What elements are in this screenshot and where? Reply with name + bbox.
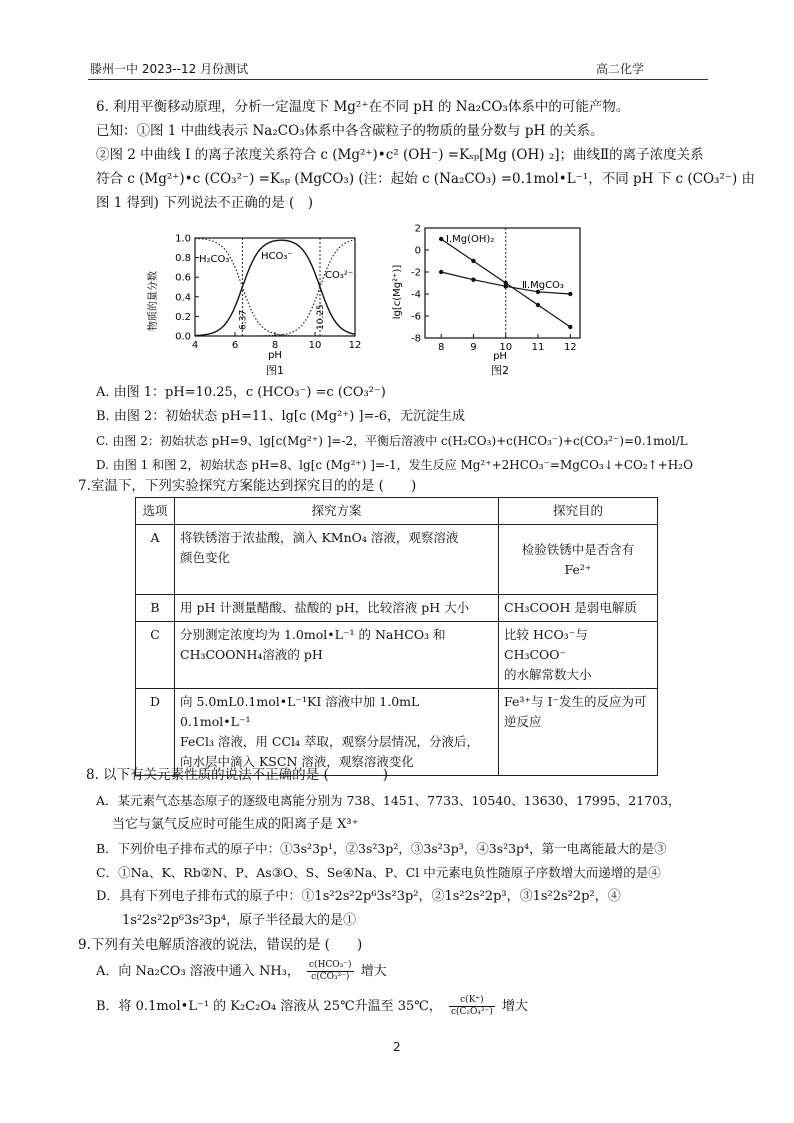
fig2-ytick-label: -6: [411, 311, 421, 323]
fig2-point-mgoh2: [439, 237, 443, 241]
q9-option-a: [96, 960, 387, 983]
fig2-ylabel: lg[c(Mg²⁺)]: [392, 264, 403, 320]
figure-2-chart: [390, 220, 590, 380]
page-number: 2: [393, 1040, 401, 1054]
fig1-xtick-label: 10: [308, 340, 322, 351]
q6-stem-5: 图 1 得到) 下列说法不正确的是 ( ): [96, 195, 314, 211]
q7-row-d-option: D: [136, 689, 175, 776]
fig1-xtick-label: 4: [191, 340, 199, 351]
fig2-point-mgco3: [568, 292, 572, 296]
fig1-ytick-label: 0.8: [175, 253, 191, 265]
q8-stem: 8. 以下有关元素性质的说法不正确的是 ( ): [86, 767, 388, 783]
q8-line-b: B．下列价电子排布式的原子中：①3s²3p¹，②3s²3p²，③3s²3p³，④3s²3p⁴，第一电离能最大的是③: [96, 841, 667, 856]
q7-row-a-goal: [499, 525, 658, 595]
q9-option-a-numerator: c(HCO₃⁻): [309, 960, 352, 970]
fig2-point-mgoh2: [471, 259, 475, 263]
q7-header-option: 选项: [136, 498, 175, 525]
q9-option-b-denominator: c(C₂O₄²⁻): [450, 1007, 493, 1017]
fig2-point-mgco3: [439, 270, 443, 274]
fig1-xtick-label: 8: [271, 340, 279, 351]
q6-option-c: C. 由图 2：初始状态 pH=9、lg[c(Mg²⁺) ]=-2，平衡后溶液中 c(H₂CO₃)+c(HCO₃⁻)+c(CO₃²⁻)=0.1mol/L: [96, 434, 688, 448]
q7-table: [135, 497, 658, 776]
fig2-xtick-label: 9: [470, 342, 477, 353]
q9-option-a-denominator: c(CO₃²⁻): [311, 972, 350, 982]
q7-row-a: [136, 525, 658, 595]
fig2-label-mgco3: Ⅱ.MgCO₃: [522, 280, 564, 291]
fig1-vline-label: 10.25: [316, 304, 326, 330]
fig1-xtick-label: 12: [348, 340, 362, 351]
q7-stem: 7.室温下，下列实验探究方案能达到探究目的的是 ( ): [78, 478, 417, 494]
q6-stem-4: 符合 c (Mg²⁺)•c (CO₃²⁻) =Kₛₚ (MgCO₃) (注：起始 c (Na₂CO₃) =0.1mol•L⁻¹，不同 pH 下 c (CO₃²⁻) 由: [96, 171, 756, 187]
q7-row-d-goal-line: 逆反应: [504, 714, 542, 729]
fig2-xtick-label: 12: [563, 342, 577, 353]
header-rule: [88, 79, 708, 80]
q8-line-a2: 当它与氯气反应时可能生成的阳离子是 X³⁺: [112, 817, 359, 832]
fig1-ytick-label: 0.2: [175, 311, 191, 323]
fig2-xtick-label: 11: [531, 342, 545, 353]
fig1-ylabel: 物质的量分数: [148, 271, 159, 331]
fig2-ytick-label: -8: [411, 333, 421, 345]
q7-row-d-plan: [175, 689, 499, 776]
q9-option-b-text: B．将 0.1mol•L⁻¹ 的 K₂C₂O₄ 溶液从 25℃升温至 35℃，: [96, 999, 442, 1014]
q7-row-b-option: B: [136, 595, 175, 622]
fig2-title: 图2: [491, 364, 509, 377]
fig1-ytick-label: 0.0: [175, 331, 191, 343]
q9-stem: 9.下列有关电解质溶液的说法，错误的是 ( ): [78, 937, 363, 953]
header-left: 滕州一中 2023--12 月份测试: [90, 62, 249, 76]
q7-row-d-plan-line: FeCl₃ 溶液，用 CCl₄ 萃取，观察分层情况，分液后，: [180, 734, 480, 749]
q7-row-b-plan: [175, 595, 499, 622]
q7-row-b-goal-line: CH₃COOH 是弱电解质: [504, 600, 637, 615]
q7-row-a-goal-line: Fe²⁺: [564, 561, 592, 577]
q6-option-b: B. 由图 2：初始状态 pH=11、lg[c (Mg²⁺) ]=-6，无沉淀生成: [96, 409, 466, 424]
q7-header-goal: 探究目的: [499, 498, 658, 525]
q7-row-a-plan: [175, 525, 499, 595]
fig1-label-co3: CO₃²⁻: [325, 270, 354, 281]
q6-stem-2: 已知：①图 1 中曲线表示 Na₂CO₃体系中各含碳粒子的物质的量分数与 pH 的关系。: [96, 123, 604, 139]
q7-row-c-goal-line: 的水解常数大小: [504, 667, 592, 682]
q7-row-d-goal-line: Fe³⁺与 I⁻发生的反应为可: [504, 694, 647, 709]
q7-row-a-option: A: [136, 525, 175, 595]
q9-option-b-numerator: c(K⁺): [449, 995, 495, 1007]
fig2-ytick-label: 2: [414, 223, 421, 235]
fig2-ytick-label: -2: [411, 267, 421, 279]
q7-row-c-plan-line: 分别测定浓度均为 1.0mol•L⁻¹ 的 NaHCO₃ 和: [180, 627, 446, 642]
fig2-label-mgoh2: Ⅰ.Mg(OH)₂: [446, 234, 495, 245]
q7-row-c-plan: [175, 622, 499, 689]
q7-row-c-goal-line: 比较 HCO₃⁻与 CH₃COO⁻: [504, 627, 588, 662]
fig1-title: 图1: [266, 364, 284, 377]
q7-row-c: [136, 622, 658, 689]
fig1-label-h2co3: H₂CO₃: [199, 254, 230, 265]
q7-row-c-goal: [499, 622, 658, 689]
q7-header-plan: 探究方案: [175, 498, 499, 525]
q7-table-header: [136, 498, 658, 525]
fig2-point-mgoh2: [568, 325, 572, 329]
fig2-ytick-label: -4: [411, 289, 421, 301]
q9-option-b-fraction: [449, 995, 495, 1018]
fig2-point-mgco3: [471, 278, 475, 282]
q7-row-c-option: C: [136, 622, 175, 689]
q7-row-d: [136, 689, 658, 776]
fig2-ytick-label: 0: [414, 245, 421, 257]
q7-row-c-plan-line: CH₃COONH₄溶液的 pH: [180, 647, 323, 662]
q6-option-a: A. 由图 1：pH=10.25，c (HCO₃⁻) =c (CO₃²⁻): [96, 385, 386, 400]
q8-line-c: C．①Na、K、Rb②N、P、As③O、S、Se④Na、P、Cl 中元素电负性随原子序数增大而递增的是④: [96, 865, 661, 880]
q9-option-a-text: A．向 Na₂CO₃ 溶液中通入 NH₃，: [96, 964, 300, 979]
fig1-vline-label: 6.37: [238, 309, 249, 330]
q8-line-a1: A．某元素气态基态原子的逐级电离能分别为 738、1451、7733、10540、13630、17995、21703，: [96, 793, 681, 808]
fig1-label-hco3: HCO₃⁻: [261, 251, 293, 262]
fig1-xlabel: pH: [268, 350, 282, 361]
header-right: 高二化学: [596, 62, 645, 76]
fig2-xtick-label: 8: [437, 342, 445, 353]
q7-row-a-goal-line: 检验铁锈中是否含有: [521, 541, 635, 557]
fig1-xtick-label: 6: [231, 340, 239, 351]
q7-row-b-goal: [499, 595, 658, 622]
q9-option-a-fraction: [307, 960, 354, 983]
q8-line-d1: D．具有下列电子排布式的原子中：①1s²2s²2p⁶3s²3p²，②1s²2s²2p³，③1s²2s²2p²，④: [96, 889, 621, 904]
q7-row-d-plan-line: 向 5.0mL0.1mol•L⁻¹KI 溶液中加 1.0mL 0.1mol•L⁻¹: [180, 694, 420, 729]
q9-option-a-suffix: 增大: [360, 964, 387, 979]
fig1-ytick-label: 0.6: [175, 272, 191, 284]
fig2-point-mgoh2: [536, 303, 540, 307]
q6-option-d: D. 由图 1 和图 2，初始状态 pH=8、lg[c (Mg²⁺) ]=-1，发生反应 Mg²⁺+2HCO₃⁻=MgCO₃↓+CO₂↑+H₂O: [96, 458, 693, 472]
q7-row-a-plan-line: 将铁锈溶于浓盐酸，滴入 KMnO₄ 溶液，观察溶液: [180, 530, 459, 545]
q7-row-b: [136, 595, 658, 622]
fig1-ytick-label: 0.4: [175, 292, 191, 304]
fig2-xtick-label: 10: [499, 342, 513, 353]
q6-stem-1: 6. 利用平衡移动原理，分析一定温度下 Mg²⁺在不同 pH 的 Na₂CO₃体系中的可能产物。: [96, 99, 630, 115]
fig2-point-mgco3: [504, 284, 508, 288]
fig2-xlabel: pH: [493, 351, 507, 362]
q7-row-d-plan-line: 向水层中滴入 KSCN 溶液，观察溶液变化: [180, 754, 414, 769]
q8-line-d2: 1s²2s²2p⁶3s²3p⁴，原子半径最大的是①: [122, 913, 357, 928]
q7-row-b-plan-line: 用 pH 计测量醋酸、盐酸的 pH，比较溶液 pH 大小: [180, 600, 470, 615]
q9-option-b-suffix: 增大: [502, 999, 529, 1014]
q7-row-d-goal: [499, 689, 658, 776]
fig1-ytick-label: 1.0: [175, 233, 191, 245]
q9-option-b: [96, 995, 528, 1018]
q7-row-a-plan-line: 颜色变化: [180, 550, 231, 565]
figure-1-chart: [150, 228, 372, 378]
q6-stem-3: ②图 2 中曲线 I 的离子浓度关系符合 c (Mg²⁺)•c² (OH⁻) =Kₛₚ[Mg (OH) ₂]；曲线Ⅱ的离子浓度关系: [96, 147, 704, 163]
